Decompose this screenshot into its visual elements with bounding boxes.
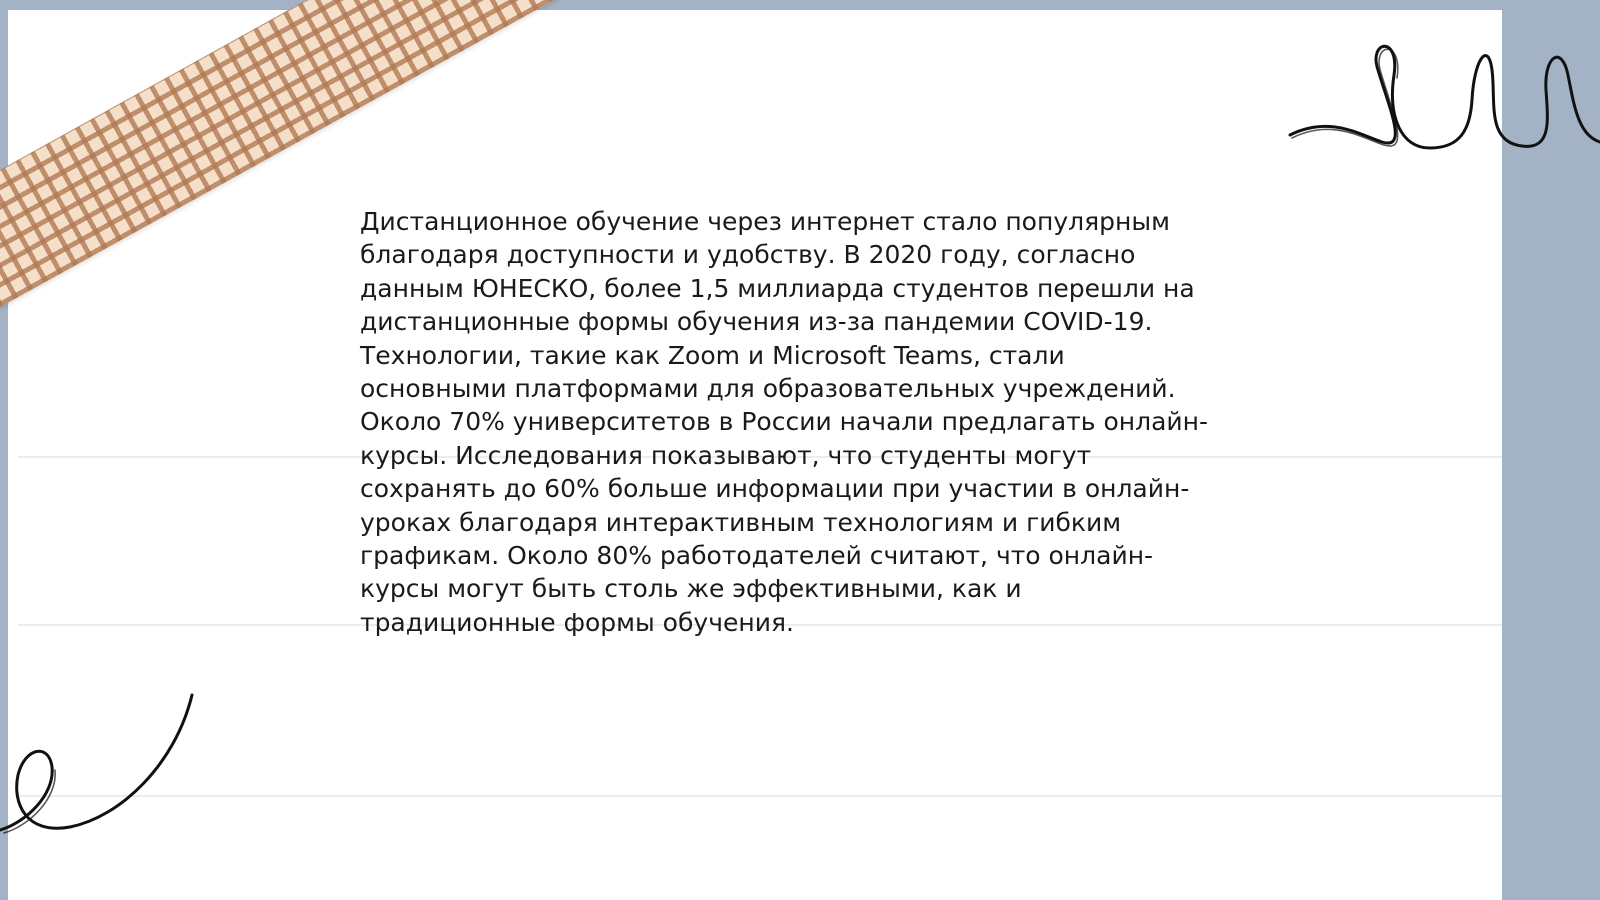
slide-body-text[interactable]: Дистанционное обучение через интернет стало популярным благодаря доступности и удобству. В 2020 году, согласно данным ЮНЕСКО, более 1,5 миллиарда студентов перешли на дистанционные формы обучения из-за пандемии COVID-19. Технологии, такие как Zoom и Microsoft Teams, стали основными платформами для образовательных учреждений. Около 70% университетов в России начали предлагать онлайн- курсы. Исследования показывают, что студенты могут сохранять до 60% больше информации при участии в онлайн- уроках благодаря интерактивным технологиям и гибким графикам. Около 80% работодателей считают, что онлайн- курсы могут быть столь же эффективными, как и традиционные формы обучения. — [360, 207, 1208, 637]
swoosh-doodle-icon — [0, 695, 200, 855]
loop-scribble-doodle-icon — [1290, 30, 1600, 160]
paper-rule-line — [18, 795, 1502, 797]
